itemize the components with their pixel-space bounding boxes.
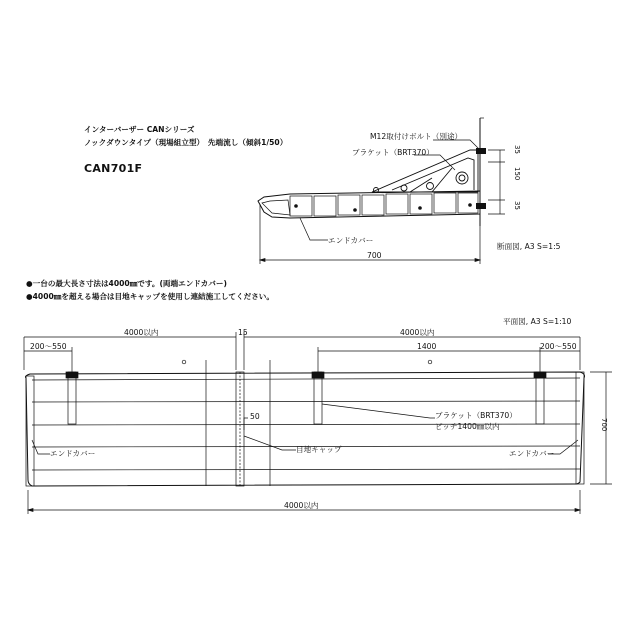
section-dim-bottom: 35: [513, 201, 521, 210]
bolt-icons: [294, 148, 486, 212]
plan-label-endcover-left: エンドカバー: [50, 449, 96, 458]
plan-dim-joint: 15: [238, 328, 248, 337]
plan-dim-pitch: 1400: [417, 342, 437, 351]
plan-dim-cap: 50: [250, 412, 260, 421]
plan-view: [24, 332, 612, 514]
model-number: CAN701F: [84, 162, 143, 175]
section-dim-top: 35: [513, 145, 521, 154]
header-line-2: ノックダウンタイプ（現場組立型） 先端流し（傾斜1/50）: [84, 138, 288, 147]
section-dim-width: 700: [367, 251, 382, 260]
plan-dim-right-edge: 200～550: [540, 342, 577, 351]
plan-scale-label: 平面図, A3 S=1:10: [503, 317, 572, 326]
plan-dim-depth: 700: [600, 418, 608, 432]
extrusion-cells: [290, 193, 478, 216]
plan-dim-right-span: 4000以内: [400, 328, 435, 337]
note-1: ●一台の最大長さ寸法は4000㎜です。(両端エンドカバー): [26, 279, 227, 288]
section-scale-label: 断面図, A3 S=1:5: [497, 242, 561, 251]
plan-endcover-right: [576, 372, 584, 484]
section-label-bracket: ブラケット（BRT370）: [352, 148, 434, 157]
section-label-bolt: M12取付けボルト（別途）: [370, 132, 463, 141]
plan-dim-left-span: 4000以内: [124, 328, 159, 337]
section-view: [258, 118, 505, 264]
section-bracket: [372, 150, 478, 193]
plan-label-pitch: ピッチ1400㎜以内: [435, 422, 500, 431]
plan-label-endcover-right: エンドカバー: [509, 449, 555, 458]
plan-dim-total: 4000以内: [284, 501, 319, 510]
plan-label-joint-cap: 目地キャップ: [296, 445, 342, 454]
plan-dim-left-edge: 200～550: [30, 342, 67, 351]
section-label-endcover: エンドカバー: [328, 236, 374, 245]
header-line-1: インターバーザー CANシリーズ: [84, 125, 195, 134]
note-2: ●4000㎜を超える場合は目地キャップを使用し連結施工してください。: [26, 292, 274, 301]
section-dim-height: 150: [513, 167, 521, 181]
plan-label-bracket: ブラケット（BRT370）: [435, 411, 517, 420]
